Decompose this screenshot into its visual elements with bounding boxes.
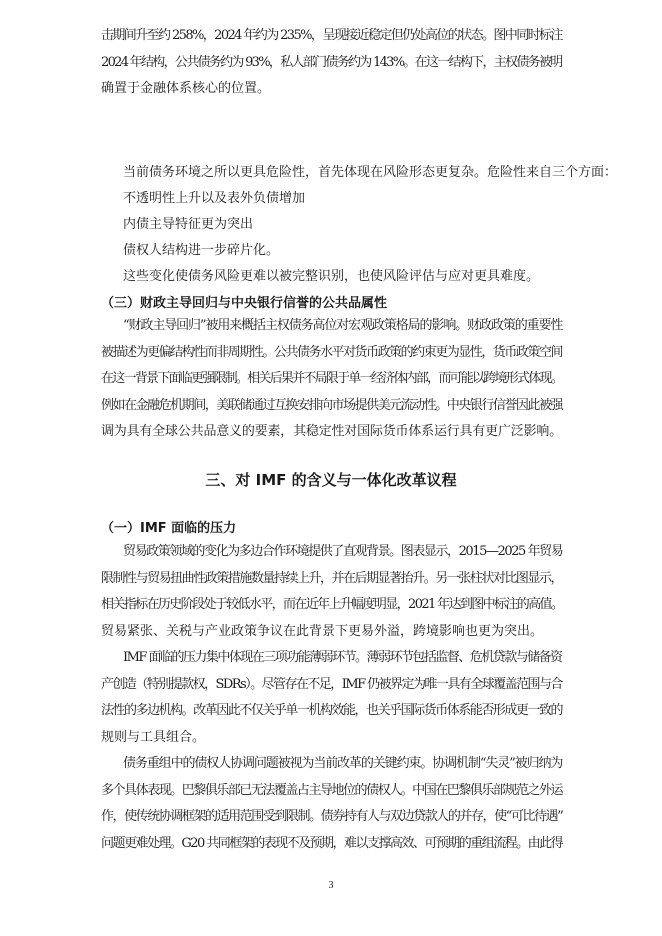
list-item: 债权人结构进一步碎片化。: [123, 243, 280, 258]
subheading-fiscal-dominance: （三）财政主导回归与中央银行信誉的公共品属性: [101, 296, 388, 311]
text-line: 债务重组中的债权人协调问题被视为当前改革的关键约束。协调机制“失灵”被归纳为: [123, 756, 563, 771]
paragraph-imf-weaknesses: [101, 645, 562, 751]
text-line: 限制性与贸易扭曲性政策措施数量持续上升，并在后期显著抬升。另一张柱状对比图显示，: [101, 570, 563, 586]
page-number: 3: [328, 880, 334, 891]
text-line: 在这一背景下面临更强限制。相关后果并不局限于单一经济体内部，而可能以跨境形式体现。: [101, 371, 563, 386]
text-line: 作，使传统协调框架的适用范围受到限制。债券持有人与双边贷款人的并存，使“可比待遇”: [101, 809, 563, 824]
text-line: 确置于金融体系核心的位置。: [101, 81, 271, 96]
text-line: 击期间升至约 258%，2024 年约为 235%，呈现接近稳定但仍处高位的状态。图中同时标注: [101, 28, 562, 43]
paragraph-risk-intro: 当前债务环境之所以更具危险性，首先体现在风险形态更复杂。危险性来自三个方面：: [123, 165, 618, 180]
text-line: 例如在金融危机期间，美联储通过互换安排向市场提供美元流动性。中央银行信誉因此被强: [101, 397, 563, 413]
text-line: 规则与工具组合。: [101, 729, 206, 745]
text-line: 相关指标在历史阶段处于较低水平，而在近年上升幅度明显，2021 年达到图中标注的高值。: [101, 597, 563, 612]
text-line: 调为具有全球公共品意义的要素，其稳定性对国际货币体系运行具有更广泛影响。: [101, 424, 563, 439]
subheading-imf-pressure: （一）IMF 面临的压力: [101, 521, 237, 536]
text-line: “财政主导回归”被用来概括主权债务高位对宏观政策格局的影响。财政政策的重要性: [123, 318, 563, 333]
text-line: IMF 面临的压力集中体现在三项功能薄弱环节。薄弱环节包括监督、危机贷款与储备资: [123, 650, 562, 665]
paragraph-creditor-coordination: [101, 751, 562, 857]
text-line: 产创造（特别提款权，SDRs）。尽管存在不足，IMF 仍被界定为唯一具有全球覆盖范围与合: [101, 676, 562, 692]
paragraph-risk-conclusion: 这些变化使债务风险更难以被完整识别，也使风险评估与应对更具难度。: [123, 269, 540, 284]
text-line: 贸易紧张、关税与产业政策争议在此背景下更易外溢，跨境影响也更为突出。: [101, 623, 544, 639]
paragraph-fiscal-dominance: [101, 313, 562, 446]
text-line: 贸易政策领域的变化为多边合作环境提供了直观背景。图表显示，2015—2025 年贸易: [123, 544, 563, 559]
list-item: 不透明性上升以及表外负债增加: [123, 191, 306, 206]
paragraph-trade-policy: [101, 539, 562, 645]
paragraph-debt-levels: [101, 23, 562, 103]
text-line: 法性的多边机构。改革因此不仅关乎单一机构效能，也关乎国际货币体系能否形成更一致的: [101, 703, 563, 718]
text-line: 2024 年结构，公共债务约为 93%，私人部门债务约为 143%。在这一结构下，主权债务被明: [101, 54, 562, 70]
text-line: 被描述为更偏结构性而非周期性。公共债务水平对货币政策的约束更为显性，货币政策空间: [101, 344, 563, 360]
section-title: 三、对 IMF 的含义与一体化改革议程: [205, 471, 457, 489]
text-line: 问题更难处理。G20 共同框架的表现不及预期，难以支撑高效、可预期的重组流程。由此得: [101, 835, 563, 851]
text-line: 多个具体表现。巴黎俱乐部已无法覆盖占主导地位的债权人。中国在巴黎俱乐部规范之外运: [101, 782, 563, 798]
list-item: 内债主导特征更为突出: [123, 217, 254, 232]
